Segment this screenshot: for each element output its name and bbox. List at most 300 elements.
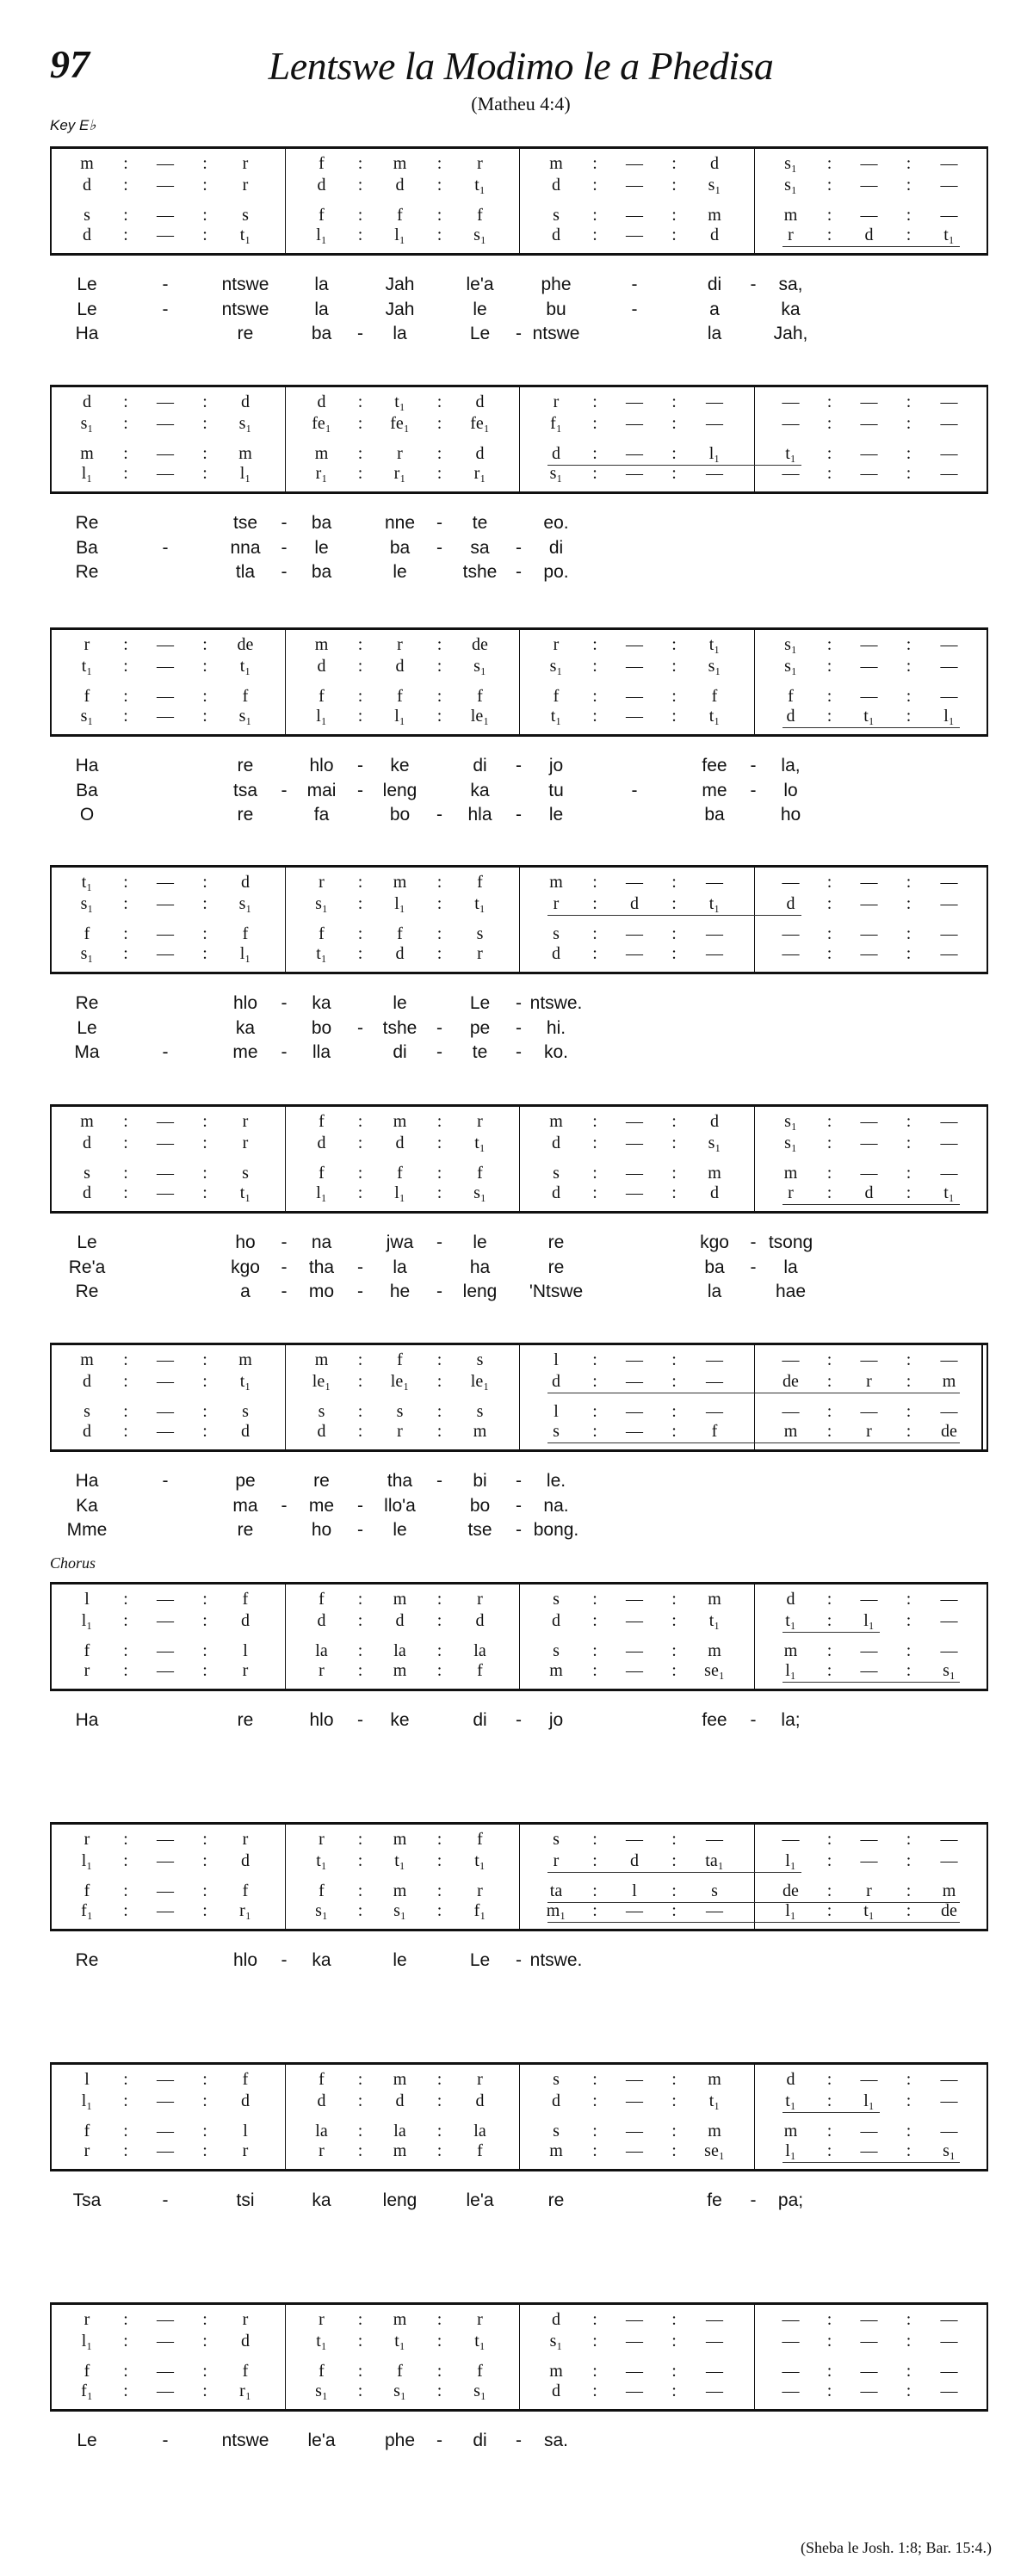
bass-note: r₁ <box>393 464 406 483</box>
bass-note: f₁ <box>81 1901 93 1920</box>
soprano-note: r <box>242 1112 249 1131</box>
tenor-note: m <box>708 1641 721 1660</box>
bar-line <box>285 2065 286 2169</box>
bar-line <box>285 868 286 972</box>
alto-note: fe₁ <box>312 414 331 433</box>
bass-note: — <box>157 1901 174 1920</box>
beat-separator: : <box>671 1661 677 1680</box>
alto-note: t₁ <box>785 2091 796 2110</box>
soprano-note: s <box>553 1830 560 1849</box>
soprano-note: s <box>553 1590 560 1609</box>
soprano-note: — <box>940 873 958 892</box>
lyric-syllable: le <box>393 1950 407 1970</box>
beat-separator: : <box>357 206 363 225</box>
lyric-syllable: Le <box>77 275 97 294</box>
beat-separator: : <box>357 1901 363 1920</box>
system-5 <box>0 1104 1033 1328</box>
beat-separator: : <box>592 873 597 892</box>
beat-separator: : <box>906 176 912 195</box>
soprano-note: — <box>940 635 958 654</box>
tenor-note: s <box>553 206 560 225</box>
beat-separator: : <box>826 873 832 892</box>
bar-line <box>519 868 520 972</box>
lyric-syllable: ha <box>469 1257 491 1277</box>
beat-separator: : <box>592 444 597 463</box>
soprano-note: r <box>242 1830 249 1849</box>
bass-note: r <box>242 1661 249 1680</box>
beat-separator: : <box>671 1350 677 1369</box>
lyric-syllable: Re'a <box>68 1257 106 1277</box>
bass-note: d <box>83 1422 91 1441</box>
bass-note: s₁ <box>473 225 486 244</box>
beat-separator: : <box>906 1641 912 1660</box>
bass-note: t₁ <box>943 1183 955 1202</box>
tenor-note: — <box>157 1881 174 1900</box>
beat-separator: : <box>202 873 207 892</box>
bass-note: m₁ <box>546 1901 566 1920</box>
alto-note: l₁ <box>81 2091 93 2110</box>
beat-separator: : <box>671 1372 677 1391</box>
lyric-hyphen: - <box>357 1257 363 1277</box>
soprano-note: d <box>241 392 250 411</box>
lyric-syllable: di <box>473 2431 487 2450</box>
lyric-hyphen: - <box>281 993 288 1013</box>
bass-note: f <box>477 2141 483 2160</box>
bass-note: de <box>941 1901 957 1920</box>
beat-separator: : <box>436 1183 442 1202</box>
beat-separator: : <box>123 464 128 483</box>
lyric-syllable: Ba <box>76 537 98 558</box>
bass-note: — <box>626 2141 643 2160</box>
beat-separator: : <box>436 225 442 244</box>
alto-note: d <box>475 2091 485 2110</box>
lyric-syllable: Ha <box>75 756 99 775</box>
alto-note: — <box>157 1611 174 1630</box>
lyric-hyphen: - <box>281 1495 288 1516</box>
lyric-hyphen: - <box>750 1710 757 1730</box>
beat-separator: : <box>357 657 363 676</box>
bass-note: f₁ <box>473 1901 486 1920</box>
bar-line <box>754 387 755 491</box>
tenor-note: m <box>708 1164 721 1183</box>
tenor-note: s <box>84 206 90 225</box>
soprano-note: — <box>157 873 174 892</box>
lyric-syllable: kgo <box>700 1232 729 1252</box>
lyric-syllable: tha <box>387 1471 413 1491</box>
alto-note: t₁ <box>708 894 721 913</box>
beat-separator: : <box>906 1350 912 1369</box>
bass-note: — <box>157 707 174 726</box>
lyric-syllable: phe <box>541 275 572 294</box>
lyric-syllable: Ma <box>74 1042 100 1062</box>
alto-note: t₁ <box>239 1372 251 1391</box>
soprano-note: — <box>860 154 878 173</box>
alto-note: — <box>626 1611 643 1630</box>
beat-separator: : <box>202 1641 207 1660</box>
bass-note: s₁ <box>315 1901 328 1920</box>
lyric-syllable: la <box>393 1257 407 1277</box>
beat-separator: : <box>826 414 832 433</box>
beat-separator: : <box>357 2310 363 2329</box>
beat-separator: : <box>123 176 128 195</box>
beat-separator: : <box>202 1112 207 1131</box>
beat-separator: : <box>592 392 597 411</box>
lyric-syllable: re <box>313 1471 330 1491</box>
lyric-syllable: ke <box>390 1710 410 1730</box>
bar-line <box>519 1345 520 1449</box>
beat-separator: : <box>436 1830 442 1849</box>
soprano-note: m <box>393 154 407 173</box>
beat-separator: : <box>671 1851 677 1870</box>
beat-separator: : <box>906 1830 912 1849</box>
bass-note: — <box>157 2141 174 2160</box>
beat-separator: : <box>202 2310 207 2329</box>
beat-separator: : <box>592 464 597 483</box>
alto-note: t₁ <box>708 2091 721 2110</box>
slur-line <box>782 1632 880 1633</box>
beat-separator: : <box>826 924 832 943</box>
soprano-note: de <box>237 635 254 654</box>
lyric-syllable: ntswe <box>221 275 269 294</box>
bass-note: r <box>866 1422 872 1441</box>
bar-line <box>285 1825 286 1929</box>
soprano-note: r <box>477 1590 483 1609</box>
alto-note: — <box>157 414 174 433</box>
beat-separator: : <box>906 657 912 676</box>
lyric-syllable: la <box>393 324 407 343</box>
system-2 <box>0 385 1033 608</box>
tenor-note: — <box>940 1164 958 1183</box>
alto-note: — <box>940 1611 958 1630</box>
beat-separator: : <box>357 894 363 913</box>
slur-line <box>547 465 801 466</box>
soprano-note: — <box>782 1830 800 1849</box>
soprano-note: l <box>84 1590 90 1609</box>
tenor-note: — <box>940 1402 958 1421</box>
beat-separator: : <box>357 2141 363 2160</box>
beat-separator: : <box>671 687 677 706</box>
soprano-note: r <box>319 1830 325 1849</box>
beat-separator: : <box>826 154 832 173</box>
bass-note: l₁ <box>394 1183 405 1202</box>
beat-separator: : <box>436 154 442 173</box>
lyric-syllable: Jah, <box>773 324 808 343</box>
alto-note: — <box>860 1134 878 1152</box>
lyric-syllable: sa <box>470 537 490 558</box>
soprano-note: — <box>860 1830 878 1849</box>
alto-note: de <box>782 1372 799 1391</box>
alto-note: — <box>157 894 174 913</box>
beat-separator: : <box>436 1372 442 1391</box>
lyric-syllable: fe <box>707 2190 722 2210</box>
lyric-syllable: bo <box>469 1495 491 1516</box>
beat-separator: : <box>123 1641 128 1660</box>
lyric-syllable: ntswe. <box>529 993 583 1013</box>
lyric-syllable: Re <box>75 1282 99 1301</box>
alto-note: d <box>552 1611 560 1630</box>
bass-note: — <box>940 944 958 963</box>
lyric-hyphen: - <box>357 1017 363 1038</box>
soprano-note: — <box>782 392 800 411</box>
staff-box <box>50 1343 988 1452</box>
scripture-reference: (Matheu 4:4) <box>471 93 571 114</box>
beat-separator: : <box>671 2141 677 2160</box>
beat-separator: : <box>436 2122 442 2140</box>
soprano-note: r <box>319 873 325 892</box>
beat-separator: : <box>826 1881 832 1900</box>
beat-separator: : <box>436 414 442 433</box>
tenor-note: m <box>314 444 329 463</box>
beat-separator: : <box>436 2070 442 2089</box>
tenor-note: — <box>626 2122 643 2140</box>
beat-separator: : <box>906 944 912 963</box>
bass-note: r <box>319 2141 325 2160</box>
lyric-syllable: Le <box>77 2431 97 2450</box>
lyric-syllable: hi. <box>546 1017 566 1038</box>
soprano-note: — <box>157 2310 174 2329</box>
bass-note: r <box>397 1422 403 1441</box>
lyric-syllable: a <box>240 1282 251 1301</box>
alto-note: — <box>157 2091 174 2110</box>
beat-separator: : <box>671 1422 677 1441</box>
bass-note: l₁ <box>785 1661 796 1680</box>
key-signature: Key E♭ <box>50 117 96 133</box>
lyric-syllable: bu <box>546 299 566 319</box>
alto-note: d <box>241 2091 250 2110</box>
lyric-syllable: le <box>393 993 407 1013</box>
lyric-syllable: Ha <box>75 1710 99 1730</box>
lyric-syllable: le'a <box>466 275 494 294</box>
beat-separator: : <box>436 2310 442 2329</box>
soprano-note: d <box>83 392 91 411</box>
lyric-syllable: he <box>389 1282 411 1301</box>
bass-note: m <box>783 1422 798 1441</box>
alto-note: d <box>552 176 560 195</box>
beat-separator: : <box>202 176 207 195</box>
beat-separator: : <box>592 154 597 173</box>
alto-note: — <box>626 2332 643 2351</box>
soprano-note: t₁ <box>708 635 721 654</box>
bass-note: f <box>477 1661 483 1680</box>
tenor-note: s <box>318 1402 325 1421</box>
alto-note: d <box>317 176 326 195</box>
tenor-note: s <box>553 1164 560 1183</box>
beat-separator: : <box>671 464 677 483</box>
alto-note: s₁ <box>708 1134 721 1152</box>
tenor-note: — <box>626 924 643 943</box>
tenor-note: — <box>626 687 643 706</box>
alto-note: — <box>860 414 878 433</box>
bass-note: d <box>552 1183 560 1202</box>
alto-note: — <box>940 2091 958 2110</box>
bar-line <box>754 630 755 734</box>
soprano-note: m <box>393 1590 407 1609</box>
alto-note: r <box>242 176 249 195</box>
bass-note: m <box>393 1661 407 1680</box>
beat-separator: : <box>906 392 912 411</box>
tenor-note: f <box>397 924 403 943</box>
beat-separator: : <box>123 1881 128 1900</box>
tenor-note: — <box>157 444 174 463</box>
tenor-note: s <box>84 1402 90 1421</box>
beat-separator: : <box>826 1372 832 1391</box>
beat-separator: : <box>357 1372 363 1391</box>
bass-note: l₁ <box>316 225 327 244</box>
beat-separator: : <box>123 2381 128 2400</box>
alto-note: s₁ <box>549 657 563 676</box>
lyric-syllable: tse <box>467 1520 492 1540</box>
soprano-note: — <box>940 1830 958 1849</box>
bass-note: — <box>626 707 643 726</box>
soprano-note: — <box>782 2310 800 2329</box>
lyric-syllable: lo <box>783 780 798 800</box>
tenor-note: — <box>860 1164 878 1183</box>
bar-line <box>519 1107 520 1211</box>
bass-note: l₁ <box>394 707 405 726</box>
lyric-syllable: ba <box>311 324 332 343</box>
bass-note: m <box>549 1661 563 1680</box>
tenor-note: m <box>783 206 798 225</box>
lyric-hyphen: - <box>516 1495 522 1516</box>
lyric-hyphen: - <box>357 1710 363 1730</box>
beat-separator: : <box>671 444 677 463</box>
alto-note: d <box>317 2091 326 2110</box>
bass-note: s₁ <box>80 944 94 963</box>
bar-line <box>285 1345 286 1449</box>
lyric-syllable: la <box>707 1282 722 1301</box>
alto-note: le₁ <box>390 1372 410 1391</box>
tenor-note: f <box>242 924 249 943</box>
tenor-note: f <box>477 687 483 706</box>
soprano-note: r <box>477 154 483 173</box>
beat-separator: : <box>906 2091 912 2110</box>
beat-separator: : <box>202 1350 207 1369</box>
tenor-note: f <box>477 2362 483 2381</box>
bass-note: l₁ <box>316 1183 327 1202</box>
alto-note: d <box>317 1134 326 1152</box>
beat-separator: : <box>357 2070 363 2089</box>
beat-separator: : <box>357 154 363 173</box>
tenor-note: m <box>783 1641 798 1660</box>
lyric-syllable: nna <box>230 537 261 558</box>
lyric-syllable: ba <box>704 805 725 825</box>
beat-separator: : <box>671 924 677 943</box>
lyric-syllable: ba <box>311 513 332 533</box>
lyric-syllable: re <box>237 324 254 343</box>
beat-separator: : <box>436 1881 442 1900</box>
staff-box <box>50 146 988 256</box>
beat-separator: : <box>906 707 912 726</box>
lyric-hyphen: - <box>750 275 757 294</box>
beat-separator: : <box>671 635 677 654</box>
tenor-note: — <box>940 206 958 225</box>
beat-separator: : <box>906 1164 912 1183</box>
beat-separator: : <box>436 924 442 943</box>
alto-note: s₁ <box>315 894 328 913</box>
tenor-note: — <box>626 206 643 225</box>
bass-note: se₁ <box>704 2141 725 2160</box>
lyric-hyphen: - <box>516 1710 522 1730</box>
lyric-syllable: Le <box>469 1950 491 1970</box>
soprano-note: d <box>552 2310 560 2329</box>
soprano-note: — <box>706 1830 723 1849</box>
alto-note: s₁ <box>549 2332 563 2351</box>
soprano-note: d <box>710 154 719 173</box>
bass-note: — <box>626 1661 643 1680</box>
alto-note: l₁ <box>863 2091 875 2110</box>
bass-note: r <box>788 225 794 244</box>
bass-note: d <box>710 1183 719 1202</box>
beat-separator: : <box>592 2070 597 2089</box>
soprano-note: — <box>706 873 723 892</box>
beat-separator: : <box>202 707 207 726</box>
lyric-syllable: Re <box>75 562 99 582</box>
lyric-syllable: hlo <box>309 1710 334 1730</box>
beat-separator: : <box>592 924 597 943</box>
soprano-note: f <box>319 1112 325 1131</box>
soprano-note: — <box>940 392 958 411</box>
soprano-note: — <box>940 1350 958 1369</box>
beat-separator: : <box>357 944 363 963</box>
soprano-note: f <box>477 1830 483 1849</box>
beat-separator: : <box>123 1134 128 1152</box>
lyric-hyphen: - <box>357 324 363 343</box>
alto-note: t₁ <box>316 2332 327 2351</box>
lyric-syllable: jo <box>548 1710 564 1730</box>
tenor-note: m <box>783 2122 798 2140</box>
tenor-note: f <box>84 687 90 706</box>
soprano-note: m <box>393 873 407 892</box>
beat-separator: : <box>671 1164 677 1183</box>
lyric-syllable: ntswe. <box>529 1950 583 1970</box>
system-6 <box>0 1343 1033 1566</box>
soprano-note: — <box>626 1830 643 1849</box>
bass-note: — <box>157 464 174 483</box>
lyric-hyphen: - <box>750 1232 757 1252</box>
tenor-note: f <box>84 1641 90 1660</box>
beat-separator: : <box>826 1590 832 1609</box>
soprano-note: f <box>477 873 483 892</box>
lyric-syllable: Ha <box>75 324 99 343</box>
bass-note: t₁ <box>863 1901 875 1920</box>
beat-separator: : <box>592 1661 597 1680</box>
soprano-note: — <box>860 1112 878 1131</box>
staff-box <box>50 1104 988 1214</box>
beat-separator: : <box>436 2362 442 2381</box>
beat-separator: : <box>826 1901 832 1920</box>
hymn-title: Lentswe la Modimo le a Phedisa <box>268 44 774 88</box>
lyric-syllable: pe <box>235 1471 256 1491</box>
beat-separator: : <box>826 464 832 483</box>
lyric-hyphen: - <box>516 562 522 582</box>
beat-separator: : <box>357 1881 363 1900</box>
tenor-note: d <box>475 444 485 463</box>
lyric-syllable: tse <box>232 513 258 533</box>
beat-separator: : <box>202 1661 207 1680</box>
beat-separator: : <box>826 2362 832 2381</box>
bar-line <box>754 868 755 972</box>
tenor-note: — <box>860 1641 878 1660</box>
bass-note: s₁ <box>238 707 252 726</box>
beat-separator: : <box>592 176 597 195</box>
beat-separator: : <box>123 2141 128 2160</box>
tenor-note: s <box>553 2122 560 2140</box>
soprano-note: — <box>706 392 723 411</box>
soprano-note: — <box>157 1590 174 1609</box>
soprano-note: m <box>80 1112 94 1131</box>
beat-separator: : <box>123 1183 128 1202</box>
tenor-note: f <box>477 206 483 225</box>
